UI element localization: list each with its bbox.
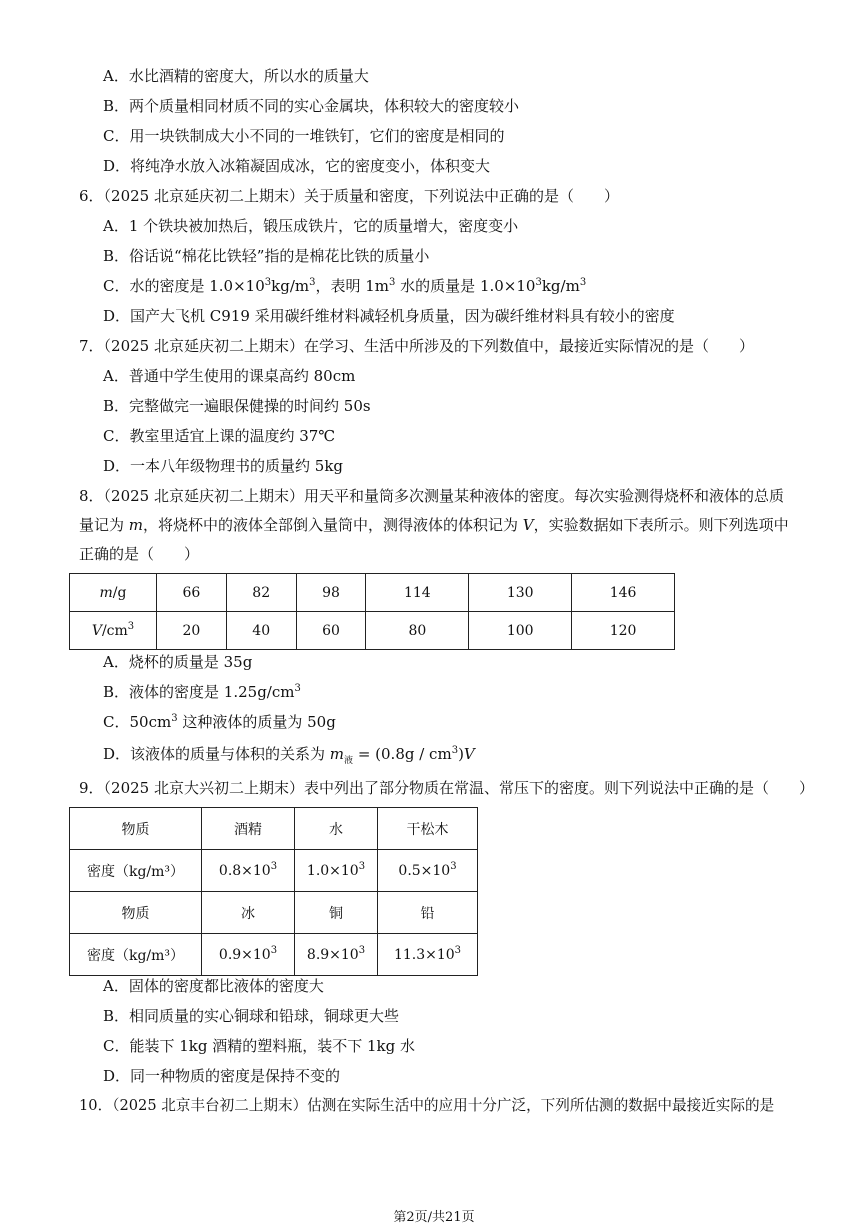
table-cell: $0.8\times 10^3$ [202,850,295,892]
table-row [70,934,478,976]
q10-stem: 10．（2025 北京丰台初二上期末）估测在实际生活中的应用十分广泛，下列所估测的数据中最接近实际的是 [79,1097,775,1114]
q8-option-d: D．该液体的质量与体积的关系为 $m_液 = (0.8g / cm^3)V$ [103,745,475,766]
volume-value: 40 [226,612,296,650]
q9-option-b: B．相同质量的实心铜球和铅球，铜球更大些 [103,1007,400,1025]
table-cell: 铜 [295,892,378,934]
table-row [70,892,478,934]
q6-option-c: C．水的密度是 $1.0\times 10^3kg/m^3$，表明 $1m^3$ 水的质量是 $1.0\times 10^3kg/m^3$ [103,277,587,295]
q5-option-d: D．将纯净水放入冰箱凝固成冰，它的密度变小，体积变大 [103,157,491,175]
q9-option-a: A．固体的密度都比液体的密度大 [103,977,324,995]
volume-value: 20 [157,612,227,650]
q6-stem: 6．（2025 北京延庆初二上期末）关于质量和密度，下列说法中正确的是（ ） [79,187,619,205]
mass-label: m/g [70,574,157,612]
q9-option-d: D．同一种物质的密度是保持不变的 [103,1067,341,1085]
q5-option-b: B．两个质量相同材质不同的实心金属块，体积较大的密度较小 [103,97,520,115]
table-cell: $1.0\times 10^3$ [295,850,378,892]
q8-stem-line2: 量记为 m，将烧杯中的液体全部倒入量筒中，测得液体的体积记为 V，实验数据如下表所示。则下列选项中 [79,516,789,534]
q8-option-a: A．烧杯的质量是 35g [103,653,253,671]
table-row [70,808,478,850]
q7-option-c: C．教室里适宜上课的温度约 37℃ [103,427,336,445]
table-header: 物质 [70,808,202,850]
q9-stem: 9．（2025 北京大兴初二上期末）表中列出了部分物质在常温、常压下的密度。则下列说法中正确的是（ ） [79,779,814,797]
mass-value: 114 [366,574,469,612]
table-cell: 冰 [202,892,295,934]
q9-density-table [69,807,478,976]
volume-value: 120 [572,612,675,650]
table-row [70,850,478,892]
mass-value: 98 [296,574,366,612]
table-header: 物质 [70,892,202,934]
mass-value: 146 [572,574,675,612]
table-cell: 水 [295,808,378,850]
q7-stem: 7．（2025 北京延庆初二上期末）在学习、生活中所涉及的下列数值中，最接近实际情况的是（ ） [79,337,754,355]
q7-option-d: D．一本八年级物理书的质量约 5kg [103,457,344,475]
volume-value: 100 [469,612,572,650]
table-cell: $8.9\times 10^3$ [295,934,378,976]
volume-label: $V/cm^3$ [70,612,157,650]
table-header: 密度（kg/m³） [70,850,202,892]
q8-stem-line1: 8．（2025 北京延庆初二上期末）用天平和量筒多次测量某种液体的密度。每次实验测得烧杯和液体的总质 [79,487,784,505]
table-row-mass [70,574,675,612]
mass-value: 130 [469,574,572,612]
q6-option-d: D．国产大飞机 C919 采用碳纤维材料减轻机身质量，因为碳纤维材料具有较小的密度 [103,307,675,325]
q8-option-c: C．$50cm^3$ 这种液体的质量为 50g [103,713,336,731]
table-row-volume [70,612,675,650]
q8-stem-line3: 正确的是（ ） [79,545,200,563]
table-header: 密度（kg/m³） [70,934,202,976]
q6-option-a: A．1 个铁块被加热后，锻压成铁片，它的质量增大，密度变小 [103,217,519,235]
q5-option-a: A．水比酒精的密度大，所以水的质量大 [103,67,369,85]
table-cell: 干松木 [378,808,478,850]
volume-value: 80 [366,612,469,650]
q8-option-b: B．液体的密度是 $1.25g/cm^3$ [103,683,301,701]
table-cell: $0.5\times 10^3$ [378,850,478,892]
q8-data-table [69,573,675,650]
volume-value: 60 [296,612,366,650]
mass-value: 82 [226,574,296,612]
mass-value: 66 [157,574,227,612]
table-cell: 铅 [378,892,478,934]
q5-option-c: C．用一块铁制成大小不同的一堆铁钉，它们的密度是相同的 [103,127,505,145]
q7-option-a: A．普通中学生使用的课桌高约 80cm [103,367,356,385]
page-number: 第2页/共21页 [393,1210,475,1225]
q9-option-c: C．能装下 1kg 酒精的塑料瓶，装不下 1kg 水 [103,1037,416,1055]
q7-option-b: B．完整做完一遍眼保健操的时间约 50s [103,397,371,415]
table-cell: $11.3\times 10^3$ [378,934,478,976]
q6-option-b: B．俗话说“棉花比铁轻”指的是棉花比铁的质量小 [103,247,430,265]
table-cell: $0.9\times 10^3$ [202,934,295,976]
table-cell: 酒精 [202,808,295,850]
